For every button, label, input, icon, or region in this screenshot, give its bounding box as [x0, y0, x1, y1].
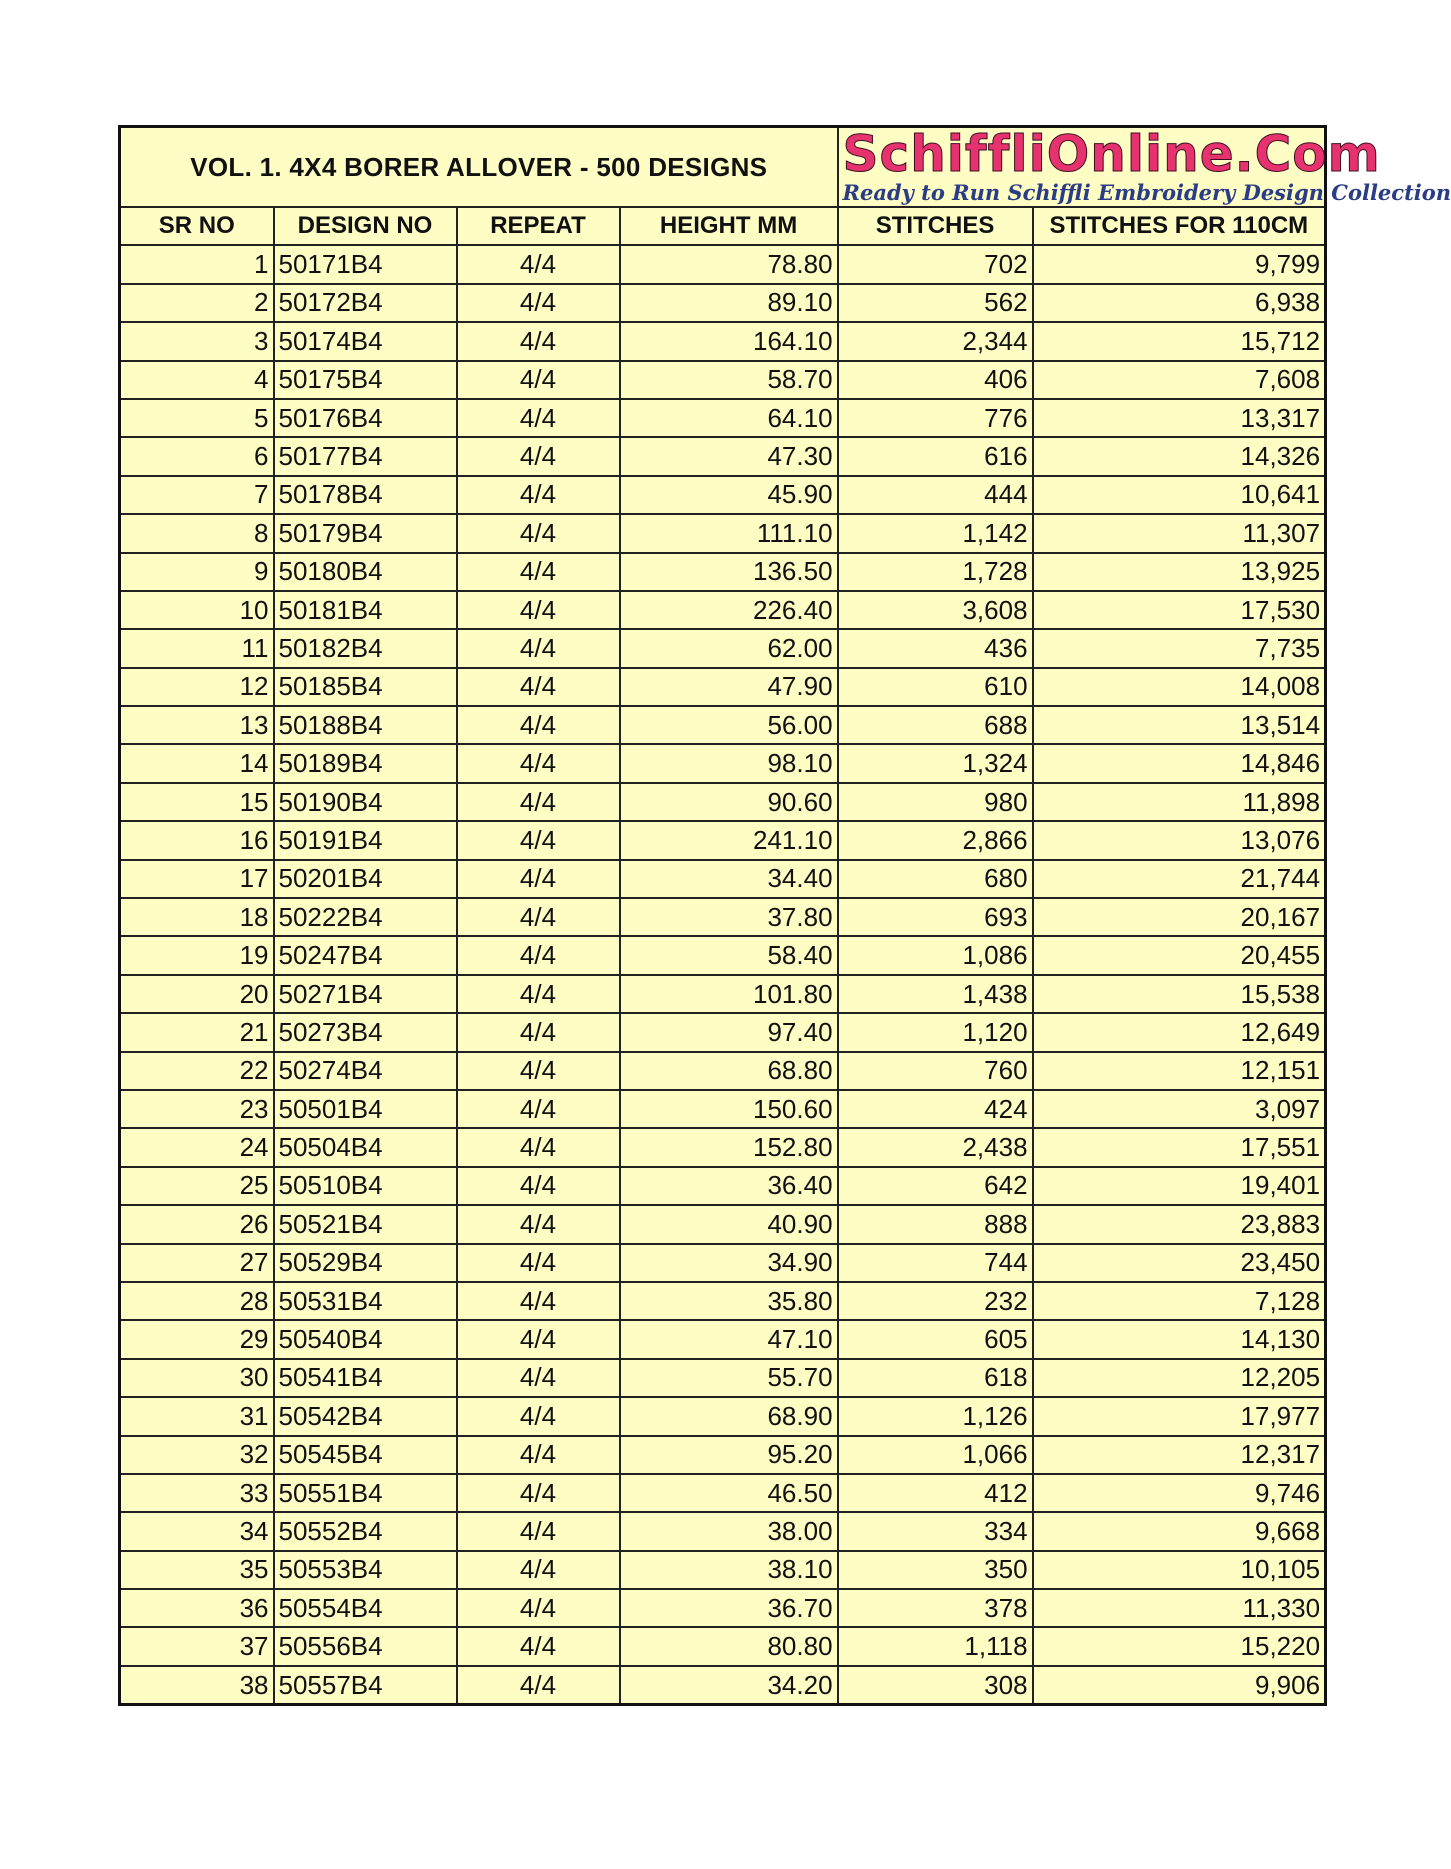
- sr-no-cell: 21: [120, 1013, 274, 1051]
- stitches-110cm-cell: 17,551: [1033, 1128, 1326, 1166]
- stitches-cell: 1,086: [838, 936, 1033, 974]
- height-cell: 36.40: [620, 1167, 838, 1205]
- design-no-cell: 50190B4: [274, 783, 457, 821]
- repeat-cell: 4/4: [457, 1589, 620, 1627]
- stitches-cell: 1,324: [838, 744, 1033, 782]
- table-body: [120, 245, 1326, 1704]
- design-no-cell: 50541B4: [274, 1359, 457, 1397]
- height-cell: 101.80: [620, 975, 838, 1013]
- stitches-cell: 618: [838, 1359, 1033, 1397]
- height-cell: 152.80: [620, 1128, 838, 1166]
- design-no-cell: 50182B4: [274, 629, 457, 667]
- stitches-cell: 1,142: [838, 514, 1033, 552]
- design-no-cell: 50540B4: [274, 1320, 457, 1358]
- stitches-cell: 1,118: [838, 1627, 1033, 1665]
- table-row: [120, 437, 1326, 475]
- stitches-110cm-cell: 10,641: [1033, 476, 1326, 514]
- table-row: [120, 322, 1326, 360]
- stitches-110cm-cell: 9,906: [1033, 1666, 1326, 1705]
- height-cell: 45.90: [620, 476, 838, 514]
- height-cell: 80.80: [620, 1627, 838, 1665]
- table-row: [120, 821, 1326, 859]
- table-row: [120, 629, 1326, 667]
- design-no-cell: 50273B4: [274, 1013, 457, 1051]
- design-no-cell: 50222B4: [274, 898, 457, 936]
- stitches-cell: 424: [838, 1090, 1033, 1128]
- sr-no-cell: 27: [120, 1244, 274, 1282]
- title-row: [120, 127, 1326, 208]
- design-table: [118, 125, 1451, 1706]
- repeat-cell: 4/4: [457, 860, 620, 898]
- repeat-cell: 4/4: [457, 1244, 620, 1282]
- stitches-110cm-cell: 23,883: [1033, 1205, 1326, 1243]
- height-cell: 164.10: [620, 322, 838, 360]
- column-header-stitches-110cm: STITCHES FOR 110CM: [1033, 207, 1326, 245]
- stitches-cell: 1,438: [838, 975, 1033, 1013]
- sr-no-cell: 1: [120, 245, 274, 283]
- design-no-cell: 50188B4: [274, 706, 457, 744]
- stitches-cell: 444: [838, 476, 1033, 514]
- repeat-cell: 4/4: [457, 1474, 620, 1512]
- design-no-cell: 50556B4: [274, 1627, 457, 1665]
- stitches-110cm-cell: 9,668: [1033, 1512, 1326, 1550]
- design-no-cell: 50177B4: [274, 437, 457, 475]
- stitches-cell: 616: [838, 437, 1033, 475]
- table-row: [120, 1205, 1326, 1243]
- stitches-110cm-cell: 15,538: [1033, 975, 1326, 1013]
- table-row: [120, 1167, 1326, 1205]
- design-no-cell: 50172B4: [274, 284, 457, 322]
- sr-no-cell: 10: [120, 591, 274, 629]
- height-cell: 37.80: [620, 898, 838, 936]
- stitches-110cm-cell: 14,008: [1033, 668, 1326, 706]
- brand-logo: [838, 125, 1451, 208]
- design-no-cell: 50181B4: [274, 591, 457, 629]
- stitches-110cm-cell: 14,846: [1033, 744, 1326, 782]
- stitches-110cm-cell: 12,649: [1033, 1013, 1326, 1051]
- repeat-cell: 4/4: [457, 629, 620, 667]
- stitches-cell: 2,866: [838, 821, 1033, 859]
- stitches-110cm-cell: 20,455: [1033, 936, 1326, 974]
- column-header-row: [120, 207, 1326, 245]
- design-no-cell: 50191B4: [274, 821, 457, 859]
- repeat-cell: 4/4: [457, 1167, 620, 1205]
- table-row: [120, 898, 1326, 936]
- stitches-110cm-cell: 7,735: [1033, 629, 1326, 667]
- sr-no-cell: 5: [120, 399, 274, 437]
- table-row: [120, 975, 1326, 1013]
- design-no-cell: 50176B4: [274, 399, 457, 437]
- stitches-110cm-cell: 7,128: [1033, 1282, 1326, 1320]
- sr-no-cell: 23: [120, 1090, 274, 1128]
- stitches-110cm-cell: 11,330: [1033, 1589, 1326, 1627]
- repeat-cell: 4/4: [457, 245, 620, 283]
- repeat-cell: 4/4: [457, 898, 620, 936]
- column-header-stitches: STITCHES: [838, 207, 1033, 245]
- table-row: [120, 284, 1326, 322]
- stitches-cell: 610: [838, 668, 1033, 706]
- height-cell: 34.20: [620, 1666, 838, 1705]
- height-cell: 47.30: [620, 437, 838, 475]
- design-no-cell: 50545B4: [274, 1436, 457, 1474]
- height-cell: 111.10: [620, 514, 838, 552]
- design-no-cell: 50552B4: [274, 1512, 457, 1550]
- sr-no-cell: 13: [120, 706, 274, 744]
- height-cell: 95.20: [620, 1436, 838, 1474]
- stitches-cell: 3,608: [838, 591, 1033, 629]
- design-no-cell: 50189B4: [274, 744, 457, 782]
- sr-no-cell: 3: [120, 322, 274, 360]
- stitches-cell: 888: [838, 1205, 1033, 1243]
- sr-no-cell: 2: [120, 284, 274, 322]
- stitches-110cm-cell: 10,105: [1033, 1551, 1326, 1589]
- repeat-cell: 4/4: [457, 437, 620, 475]
- stitches-cell: 412: [838, 1474, 1033, 1512]
- height-cell: 46.50: [620, 1474, 838, 1512]
- column-header-height-mm: HEIGHT MM: [620, 207, 838, 245]
- stitches-110cm-cell: 13,514: [1033, 706, 1326, 744]
- brand-tagline: Ready to Run Schiffli Embroidery Design Collection: [842, 180, 1451, 205]
- column-header-sr-no: SR NO: [120, 207, 274, 245]
- table-row: [120, 936, 1326, 974]
- table-row: [120, 361, 1326, 399]
- height-cell: 34.90: [620, 1244, 838, 1282]
- stitches-110cm-cell: 13,925: [1033, 553, 1326, 591]
- design-no-cell: 50553B4: [274, 1551, 457, 1589]
- table-row: [120, 1436, 1326, 1474]
- height-cell: 56.00: [620, 706, 838, 744]
- sr-no-cell: 34: [120, 1512, 274, 1550]
- design-no-cell: 50557B4: [274, 1666, 457, 1705]
- sr-no-cell: 7: [120, 476, 274, 514]
- height-cell: 58.40: [620, 936, 838, 974]
- table-row: [120, 1474, 1326, 1512]
- height-cell: 68.90: [620, 1397, 838, 1435]
- repeat-cell: 4/4: [457, 514, 620, 552]
- sr-no-cell: 20: [120, 975, 274, 1013]
- table-row: [120, 668, 1326, 706]
- design-no-cell: 50542B4: [274, 1397, 457, 1435]
- sr-no-cell: 25: [120, 1167, 274, 1205]
- height-cell: 90.60: [620, 783, 838, 821]
- repeat-cell: 4/4: [457, 361, 620, 399]
- design-no-cell: 50180B4: [274, 553, 457, 591]
- column-header-design-no: DESIGN NO: [274, 207, 457, 245]
- repeat-cell: 4/4: [457, 476, 620, 514]
- repeat-cell: 4/4: [457, 706, 620, 744]
- stitches-cell: 980: [838, 783, 1033, 821]
- repeat-cell: 4/4: [457, 1512, 620, 1550]
- table-row: [120, 591, 1326, 629]
- stitches-cell: 605: [838, 1320, 1033, 1358]
- stitches-cell: 406: [838, 361, 1033, 399]
- height-cell: 40.90: [620, 1205, 838, 1243]
- table-row: [120, 860, 1326, 898]
- repeat-cell: 4/4: [457, 284, 620, 322]
- sr-no-cell: 18: [120, 898, 274, 936]
- table-row: [120, 1627, 1326, 1665]
- stitches-110cm-cell: 14,326: [1033, 437, 1326, 475]
- design-no-cell: 50531B4: [274, 1282, 457, 1320]
- stitches-110cm-cell: 6,938: [1033, 284, 1326, 322]
- sr-no-cell: 36: [120, 1589, 274, 1627]
- table-row: [120, 1551, 1326, 1589]
- stitches-cell: 1,066: [838, 1436, 1033, 1474]
- height-cell: 68.80: [620, 1052, 838, 1090]
- height-cell: 35.80: [620, 1282, 838, 1320]
- stitches-110cm-cell: 15,712: [1033, 322, 1326, 360]
- repeat-cell: 4/4: [457, 1359, 620, 1397]
- stitches-110cm-cell: 12,205: [1033, 1359, 1326, 1397]
- repeat-cell: 4/4: [457, 1551, 620, 1589]
- stitches-110cm-cell: 13,076: [1033, 821, 1326, 859]
- sr-no-cell: 33: [120, 1474, 274, 1512]
- sr-no-cell: 15: [120, 783, 274, 821]
- repeat-cell: 4/4: [457, 1013, 620, 1051]
- table-row: [120, 1359, 1326, 1397]
- height-cell: 241.10: [620, 821, 838, 859]
- table-row: [120, 1282, 1326, 1320]
- height-cell: 98.10: [620, 744, 838, 782]
- design-no-cell: 50247B4: [274, 936, 457, 974]
- stitches-cell: 350: [838, 1551, 1033, 1589]
- height-cell: 226.40: [620, 591, 838, 629]
- stitches-110cm-cell: 14,130: [1033, 1320, 1326, 1358]
- repeat-cell: 4/4: [457, 591, 620, 629]
- stitches-110cm-cell: 9,746: [1033, 1474, 1326, 1512]
- design-no-cell: 50185B4: [274, 668, 457, 706]
- height-cell: 97.40: [620, 1013, 838, 1051]
- design-no-cell: 50174B4: [274, 322, 457, 360]
- repeat-cell: 4/4: [457, 1128, 620, 1166]
- stitches-cell: 1,728: [838, 553, 1033, 591]
- sr-no-cell: 37: [120, 1627, 274, 1665]
- stitches-cell: 334: [838, 1512, 1033, 1550]
- table-row: [120, 744, 1326, 782]
- table-row: [120, 706, 1326, 744]
- design-no-cell: 50554B4: [274, 1589, 457, 1627]
- sr-no-cell: 28: [120, 1282, 274, 1320]
- stitches-110cm-cell: 23,450: [1033, 1244, 1326, 1282]
- design-no-cell: 50529B4: [274, 1244, 457, 1282]
- repeat-cell: 4/4: [457, 1052, 620, 1090]
- table-row: [120, 1397, 1326, 1435]
- sr-no-cell: 11: [120, 629, 274, 667]
- stitches-cell: 2,344: [838, 322, 1033, 360]
- height-cell: 34.40: [620, 860, 838, 898]
- table-row: [120, 553, 1326, 591]
- repeat-cell: 4/4: [457, 1090, 620, 1128]
- stitches-110cm-cell: 13,317: [1033, 399, 1326, 437]
- stitches-110cm-cell: 7,608: [1033, 361, 1326, 399]
- height-cell: 55.70: [620, 1359, 838, 1397]
- stitches-cell: 232: [838, 1282, 1033, 1320]
- repeat-cell: 4/4: [457, 322, 620, 360]
- height-cell: 136.50: [620, 553, 838, 591]
- sr-no-cell: 14: [120, 744, 274, 782]
- table-row: [120, 1320, 1326, 1358]
- stitches-cell: 562: [838, 284, 1033, 322]
- table-row: [120, 514, 1326, 552]
- table-row: [120, 783, 1326, 821]
- sr-no-cell: 35: [120, 1551, 274, 1589]
- repeat-cell: 4/4: [457, 1666, 620, 1705]
- stitches-110cm-cell: 17,530: [1033, 591, 1326, 629]
- stitches-110cm-cell: 11,307: [1033, 514, 1326, 552]
- sr-no-cell: 38: [120, 1666, 274, 1705]
- table-row: [120, 1589, 1326, 1627]
- column-header-repeat: REPEAT: [457, 207, 620, 245]
- height-cell: 38.00: [620, 1512, 838, 1550]
- design-no-cell: 50171B4: [274, 245, 457, 283]
- repeat-cell: 4/4: [457, 399, 620, 437]
- table-row: [120, 1128, 1326, 1166]
- stitches-cell: 776: [838, 399, 1033, 437]
- repeat-cell: 4/4: [457, 975, 620, 1013]
- sr-no-cell: 17: [120, 860, 274, 898]
- height-cell: 64.10: [620, 399, 838, 437]
- repeat-cell: 4/4: [457, 668, 620, 706]
- table-row: [120, 399, 1326, 437]
- repeat-cell: 4/4: [457, 1205, 620, 1243]
- stitches-cell: 642: [838, 1167, 1033, 1205]
- stitches-110cm-cell: 17,977: [1033, 1397, 1326, 1435]
- design-no-cell: 50271B4: [274, 975, 457, 1013]
- repeat-cell: 4/4: [457, 1627, 620, 1665]
- table-row: [120, 476, 1326, 514]
- page-title: VOL. 1. 4X4 BORER ALLOVER - 500 DESIGNS: [120, 127, 838, 208]
- stitches-cell: 1,120: [838, 1013, 1033, 1051]
- stitches-110cm-cell: 21,744: [1033, 860, 1326, 898]
- design-no-cell: 50175B4: [274, 361, 457, 399]
- stitches-110cm-cell: 19,401: [1033, 1167, 1326, 1205]
- sr-no-cell: 31: [120, 1397, 274, 1435]
- table-row: [120, 1013, 1326, 1051]
- stitches-110cm-cell: 15,220: [1033, 1627, 1326, 1665]
- sr-no-cell: 8: [120, 514, 274, 552]
- table-row: [120, 1244, 1326, 1282]
- repeat-cell: 4/4: [457, 936, 620, 974]
- repeat-cell: 4/4: [457, 783, 620, 821]
- stitches-110cm-cell: 20,167: [1033, 898, 1326, 936]
- stitches-cell: 688: [838, 706, 1033, 744]
- design-no-cell: 50201B4: [274, 860, 457, 898]
- repeat-cell: 4/4: [457, 1436, 620, 1474]
- height-cell: 62.00: [620, 629, 838, 667]
- sr-no-cell: 26: [120, 1205, 274, 1243]
- design-no-cell: 50510B4: [274, 1167, 457, 1205]
- height-cell: 78.80: [620, 245, 838, 283]
- sr-no-cell: 32: [120, 1436, 274, 1474]
- stitches-cell: 2,438: [838, 1128, 1033, 1166]
- stitches-110cm-cell: 12,151: [1033, 1052, 1326, 1090]
- table-row: [120, 1052, 1326, 1090]
- stitches-cell: 308: [838, 1666, 1033, 1705]
- design-no-cell: 50179B4: [274, 514, 457, 552]
- repeat-cell: 4/4: [457, 744, 620, 782]
- sr-no-cell: 4: [120, 361, 274, 399]
- repeat-cell: 4/4: [457, 1282, 620, 1320]
- stitches-cell: 1,126: [838, 1397, 1033, 1435]
- table-row: [120, 1666, 1326, 1705]
- sr-no-cell: 24: [120, 1128, 274, 1166]
- stitches-110cm-cell: 11,898: [1033, 783, 1326, 821]
- design-no-cell: 50178B4: [274, 476, 457, 514]
- sr-no-cell: 12: [120, 668, 274, 706]
- stitches-cell: 378: [838, 1589, 1033, 1627]
- table-row: [120, 1512, 1326, 1550]
- height-cell: 89.10: [620, 284, 838, 322]
- height-cell: 38.10: [620, 1551, 838, 1589]
- design-no-cell: 50501B4: [274, 1090, 457, 1128]
- stitches-cell: 702: [838, 245, 1033, 283]
- table-row: [120, 1090, 1326, 1128]
- sr-no-cell: 9: [120, 553, 274, 591]
- repeat-cell: 4/4: [457, 1320, 620, 1358]
- stitches-cell: 760: [838, 1052, 1033, 1090]
- stitches-110cm-cell: 9,799: [1033, 245, 1326, 283]
- sr-no-cell: 6: [120, 437, 274, 475]
- table-row: [120, 245, 1326, 283]
- height-cell: 58.70: [620, 361, 838, 399]
- stitches-cell: 436: [838, 629, 1033, 667]
- repeat-cell: 4/4: [457, 821, 620, 859]
- design-no-cell: 50551B4: [274, 1474, 457, 1512]
- stitches-cell: 744: [838, 1244, 1033, 1282]
- sr-no-cell: 29: [120, 1320, 274, 1358]
- stitches-cell: 680: [838, 860, 1033, 898]
- stitches-110cm-cell: 12,317: [1033, 1436, 1326, 1474]
- sr-no-cell: 22: [120, 1052, 274, 1090]
- brand-name: SchiffliOnline.Com: [842, 125, 1381, 183]
- sr-no-cell: 30: [120, 1359, 274, 1397]
- height-cell: 150.60: [620, 1090, 838, 1128]
- design-no-cell: 50274B4: [274, 1052, 457, 1090]
- stitches-cell: 693: [838, 898, 1033, 936]
- height-cell: 47.10: [620, 1320, 838, 1358]
- repeat-cell: 4/4: [457, 553, 620, 591]
- height-cell: 47.90: [620, 668, 838, 706]
- design-no-cell: 50521B4: [274, 1205, 457, 1243]
- height-cell: 36.70: [620, 1589, 838, 1627]
- sr-no-cell: 19: [120, 936, 274, 974]
- sr-no-cell: 16: [120, 821, 274, 859]
- repeat-cell: 4/4: [457, 1397, 620, 1435]
- stitches-110cm-cell: 3,097: [1033, 1090, 1326, 1128]
- design-no-cell: 50504B4: [274, 1128, 457, 1166]
